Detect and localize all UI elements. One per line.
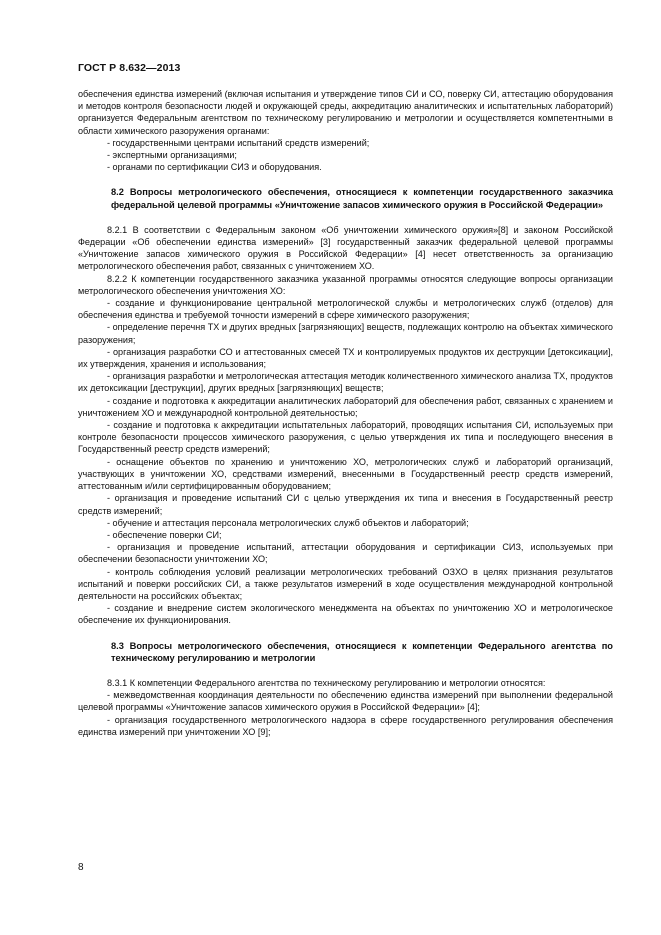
list-item: - органами по сертификации СИЗ и оборудования.: [107, 162, 322, 173]
list-item: - обучение и аттестация персонала метрологических служб объектов и лабораторий;: [107, 517, 469, 528]
list-item: - контроль соблюдения условий реализации метрологических требований ОЗХО в целях признания результатов испытаний и поверки российских СИ, а также результатов измерений в ходе осуществления международной контрольной деятельности на российских объектах;: [78, 566, 613, 601]
list-item: - экспертными организациями;: [107, 150, 237, 161]
list-item: - создание и подготовка к аккредитации аналитических лабораторий для обеспечения работ, связанных с хранением и уничтожением ХО и международной контрольной деятельностью;: [78, 395, 613, 418]
list-item: - создание и функционирование центральной метрологической службы и метрологических служб (отделов) для обеспечения единства и требуемой точности измерений в сфере химического разоружения;: [78, 298, 613, 321]
list-item: - обеспечение поверки СИ;: [107, 529, 222, 540]
section-heading: 8.3 Вопросы метрологического обеспечения, относящиеся к компетенции Федерального агентства по техническому регулированию и метрологии: [111, 640, 613, 663]
document-header: ГОСТ Р 8.632—2013: [78, 62, 181, 74]
list-item: - государственными центрами испытаний средств измерений;: [107, 137, 370, 148]
list-item: - организация разработки и метрологическая аттестация методик количественного химического анализа ТХ, продуктов их детоксикации [деструкции], других вредных [загрязняющих] веществ;: [78, 371, 613, 394]
list-item: - создание и подготовка к аккредитации испытательных лабораторий, проводящих испытания СИ, используемых при контроле безопасности процессов химического разоружения, с целью утверждения их типа и последующего внесения в Государственный реестр средств измерений;: [78, 420, 613, 455]
list-item: - организация разработки СО и аттестованных смесей ТХ и контролируемых продуктов их деструкции [детоксикации], их утверждения, хранения и использования;: [78, 346, 613, 370]
list-item: - определение перечня ТХ и других вредных [загрязняющих] веществ, подлежащих контролю на объектах химического разоружения;: [78, 322, 613, 345]
page-number: 8: [78, 862, 84, 873]
list-item: - организация и проведение испытаний, аттестации оборудования и сертификации СИЗ, используемых при обеспечении безопасности уничтожении ХО;: [78, 542, 613, 565]
list-item: - создание и внедрение систем экологического менеджмента на объектах по уничтожению ХО и метрологическое обеспечение их функционирования.: [78, 603, 613, 626]
section-heading: 8.2 Вопросы метрологического обеспечения, относящиеся к компетенции государственного заказчика федеральной целевой программы «Уничтожение запасов химического оружия в Российской Федерации»: [111, 187, 613, 210]
list-item: - межведомственная координация деятельности по обеспечению единства измерений при выполнении федеральной целевой программы «Уничтожение запасов химического оружия в Российской Федерации» [4];: [78, 690, 613, 713]
paragraph: 8.2.2 К компетенции государственного заказчика указанной программы относятся следующие вопросы организации метрологического обеспечения уничтожения ХО:: [78, 273, 613, 296]
paragraph: 8.3.1 К компетенции Федерального агентства по техническому регулированию и метрологии относятся:: [107, 677, 546, 688]
list-item: - организация государственного метрологического надзора в сфере государственного регулирования обеспечения единства измерений при уничтожении ХО [9];: [78, 714, 613, 737]
list-item: - оснащение объектов по хранению и уничтожению ХО, метрологических служб и лабораторий организаций, участвующих в уничтожении ХО, средствами измерений, внесенными в Государственный реестр средств измерений, аттестованным и/или сертифицированным оборудованием;: [78, 456, 613, 492]
list-item: - организация и проведение испытаний СИ с целью утверждения их типа и внесения в Государственный реестр средств измерений;: [78, 493, 613, 516]
paragraph: обеспечения единства измерений (включая испытания и утверждение типов СИ и СО, поверку СИ, аттестацию оборудования и методов контроля безопасности людей и окружающей среды, аккредитацию аналитических и испытательных лабораторий) организуется Федеральным агентством по техническому регулированию и метрологии и осуществляется компетентными в области химического разоружения органами:: [78, 89, 613, 136]
paragraph: 8.2.1 В соответствии с Федеральным законом «Об уничтожении химического оружия»[8] и законом Российской Федерации «Об обеспечении единства измерений» [3] государственный заказчик федеральной целевой программы «Уничтожение запасов химического оружия в Российской Федерации» [4] несет ответственность за организацию метрологического обеспечения работ, связанных с уничтожением ХО.: [78, 224, 613, 272]
document-body: [78, 88, 613, 738]
